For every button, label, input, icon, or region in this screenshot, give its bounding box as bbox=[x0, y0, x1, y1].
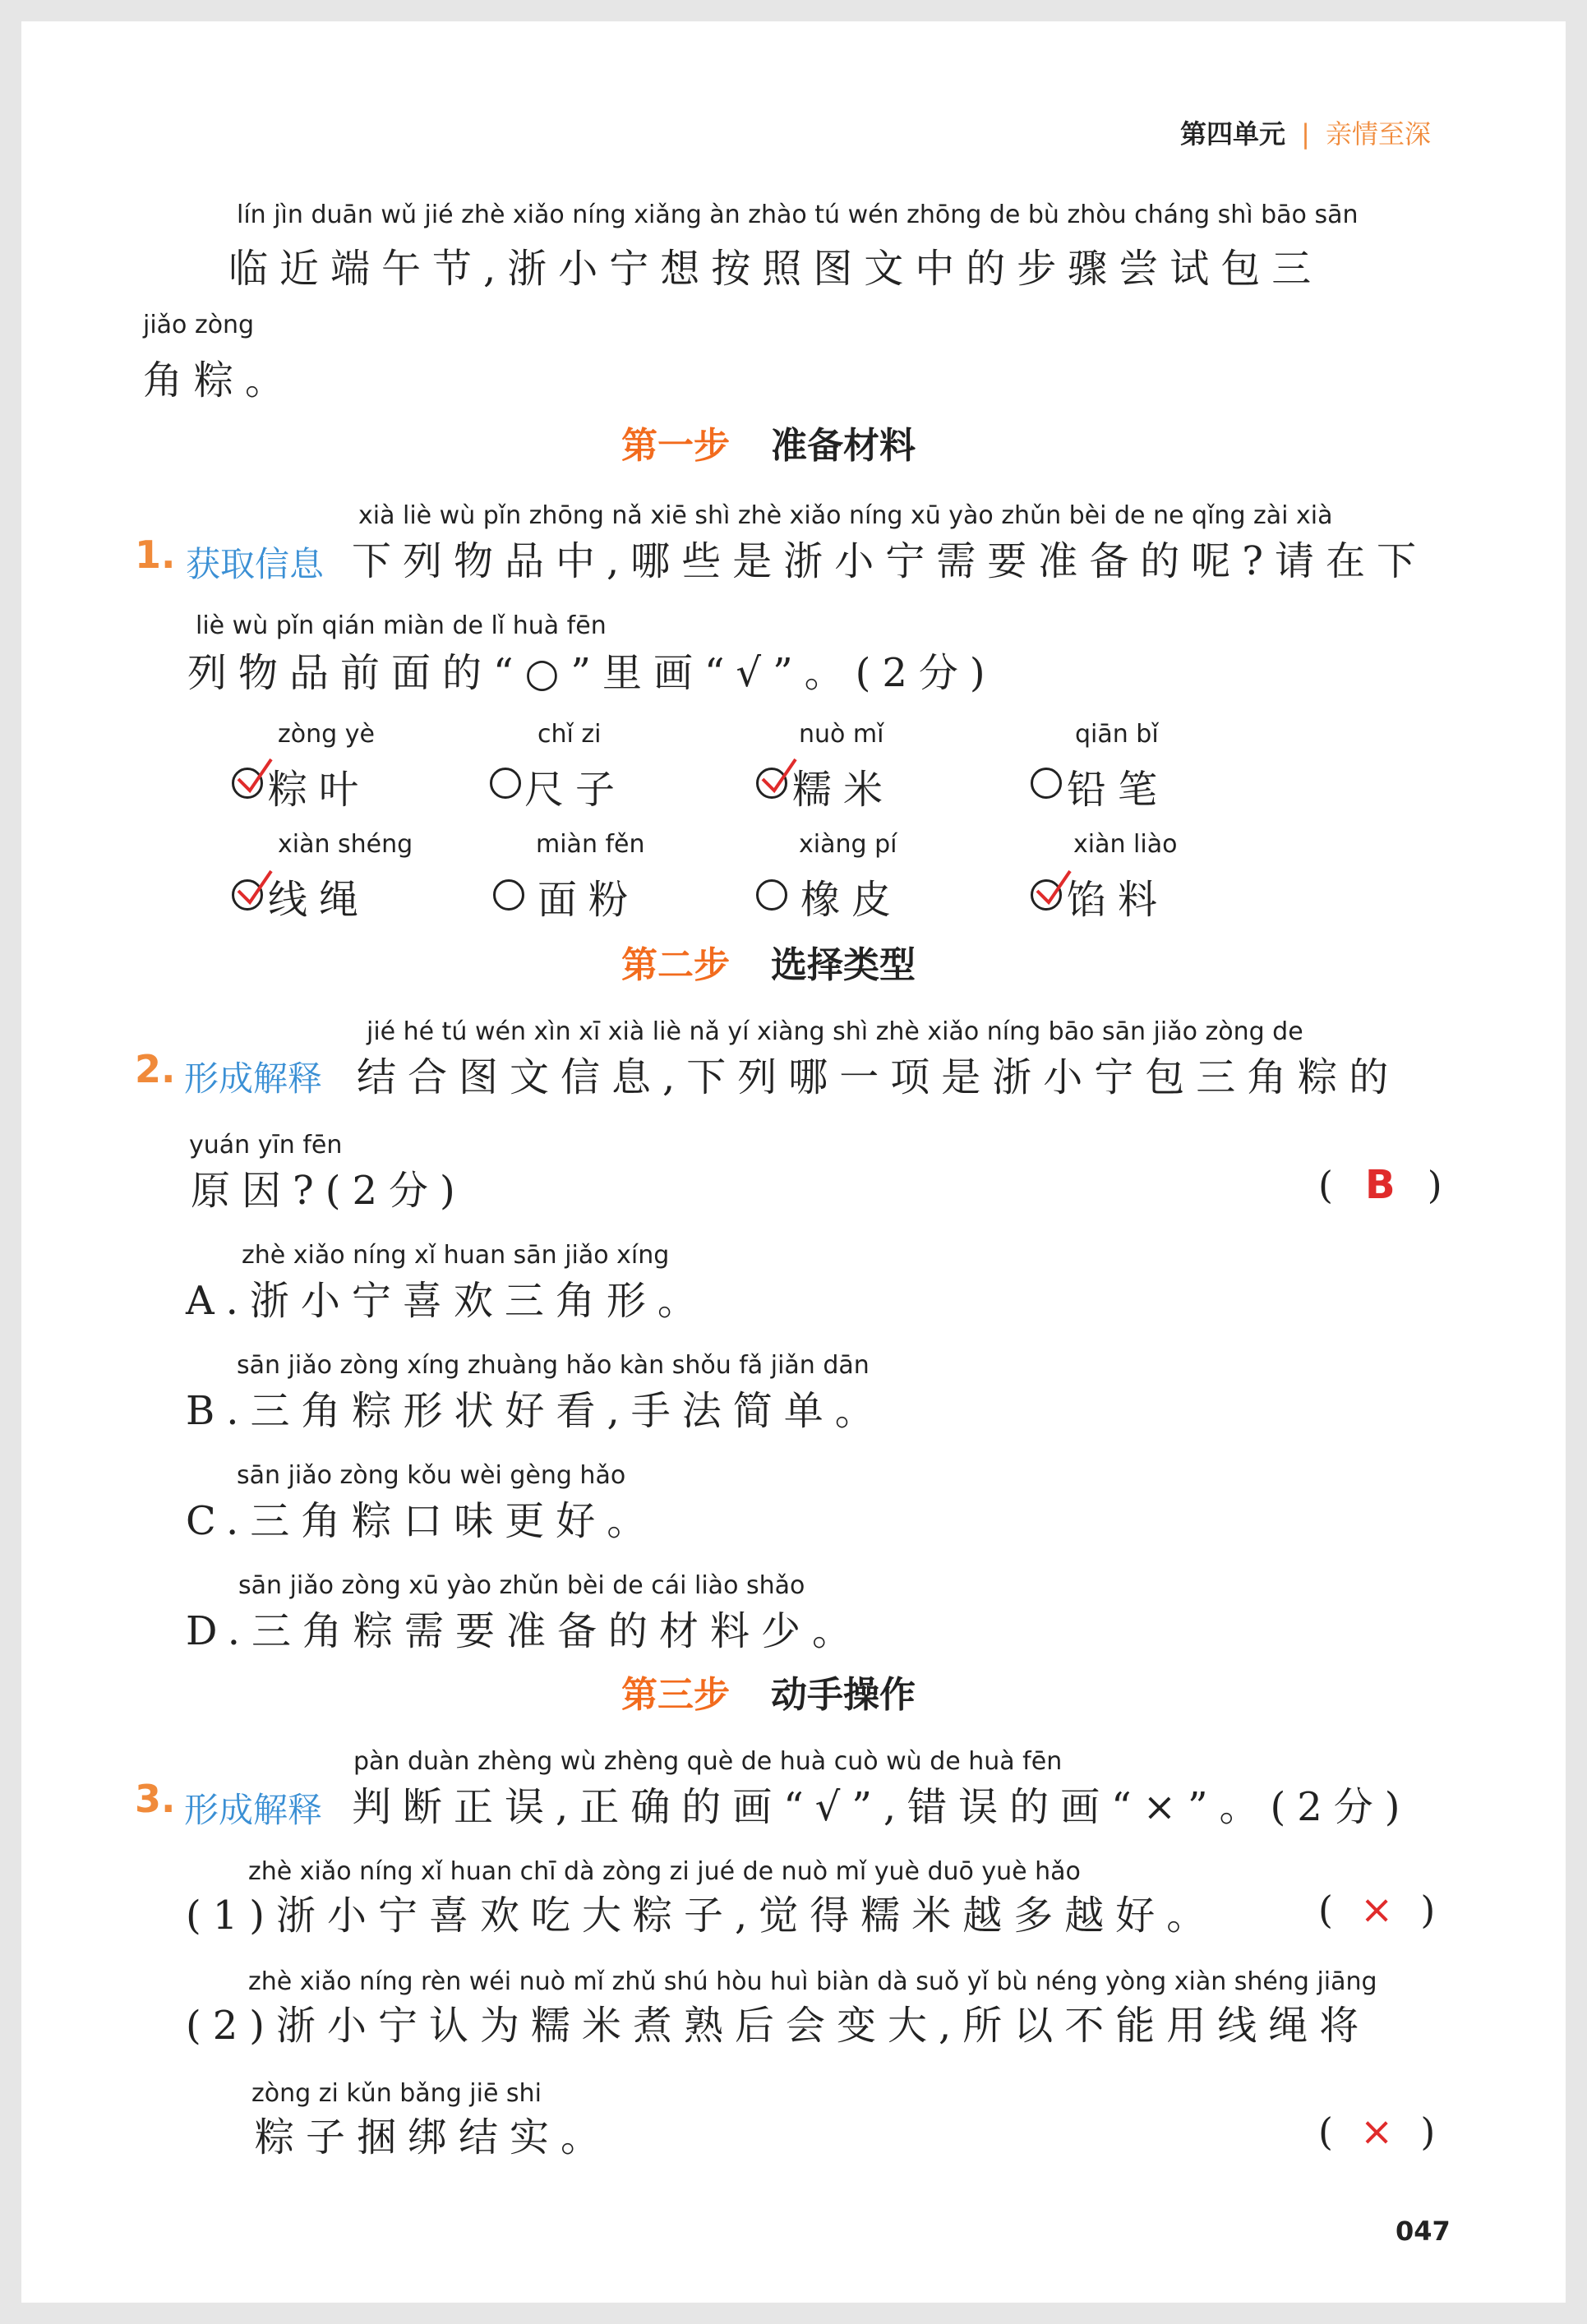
option-text: D.三角粽需要准备的材料少。 bbox=[186, 1608, 864, 1654]
statement-text: (2)浙小宁认为糯米煮熟后会变大,所以不能用线绳将 bbox=[186, 2003, 1371, 2049]
q1-tag: 获取信息 bbox=[186, 544, 325, 584]
unit-theme: 亲情至深 bbox=[1325, 118, 1431, 150]
answer-circle[interactable] bbox=[493, 879, 524, 911]
option-pinyin: sān jiǎo zòng xíng zhuàng hǎo kàn shǒu fǎ jiǎn dān bbox=[237, 1351, 870, 1380]
q2-pinyin-2: yuán yīn fēn bbox=[189, 1131, 343, 1160]
item-pinyin: chǐ zi bbox=[537, 720, 602, 749]
option-pinyin: zhè xiǎo níng xǐ huan sān jiǎo xíng bbox=[242, 1241, 670, 1270]
item-pinyin: miàn fěn bbox=[536, 830, 645, 859]
statement-pinyin-2: zòng zi kǔn bǎng jiē shi bbox=[251, 2079, 542, 2108]
item-text: 铅笔 bbox=[1067, 767, 1169, 813]
item-pinyin: xiàng pí bbox=[799, 830, 897, 859]
item-pinyin: qiān bǐ bbox=[1075, 720, 1159, 749]
q3-tag: 形成解释 bbox=[184, 1790, 323, 1830]
q3-number: 3. bbox=[135, 1777, 176, 1821]
paren-close: ) bbox=[1420, 1888, 1436, 1932]
item-pinyin: nuò mǐ bbox=[799, 720, 884, 749]
intro-text-1: 临近端午节,浙小宁想按照图文中的步骤尝试包三 bbox=[228, 246, 1323, 292]
q2-text-1: 结合图文信息,下列哪一项是浙小宁包三角粽的 bbox=[357, 1054, 1400, 1100]
paren-open: ( bbox=[1318, 1888, 1333, 1932]
step2-number: 第二步 bbox=[621, 944, 730, 986]
item-text: 线绳 bbox=[268, 877, 371, 923]
step2-name: 选择类型 bbox=[771, 944, 916, 986]
answer-circle[interactable] bbox=[490, 768, 521, 799]
option-text: B.三角粽形状好看,手法简单。 bbox=[186, 1388, 886, 1434]
option-pinyin: sān jiǎo zòng xū yào zhǔn bèi de cái liào shǎo bbox=[238, 1571, 805, 1600]
option-pinyin: sān jiǎo zòng kǒu wèi gèng hǎo bbox=[237, 1461, 626, 1490]
option-text: C.三角粽口味更好。 bbox=[186, 1498, 658, 1544]
q3-answer-box-1[interactable] bbox=[1318, 1887, 1435, 1933]
item-text: 尺子 bbox=[524, 767, 627, 813]
item-text: 橡皮 bbox=[800, 877, 903, 923]
cross-mark-icon: × bbox=[1360, 1887, 1394, 1933]
statement-text-2: 粽子捆绑结实。 bbox=[255, 2114, 612, 2160]
page-number: 047 bbox=[1396, 2216, 1451, 2247]
step3-number: 第三步 bbox=[621, 1674, 730, 1716]
step1-number: 第一步 bbox=[621, 425, 730, 467]
item-pinyin: xiàn shéng bbox=[278, 830, 413, 859]
item-text: 糯米 bbox=[792, 767, 895, 813]
step1-heading bbox=[621, 416, 916, 468]
item-pinyin: xiàn liào bbox=[1073, 830, 1178, 859]
q1-pinyin-1: xià liè wù pǐn zhōng nǎ xiē shì zhè xiǎo níng xū yào zhǔn bèi de ne qǐng zài xià bbox=[358, 501, 1333, 530]
step2-heading bbox=[621, 935, 916, 988]
step3-name: 动手操作 bbox=[771, 1674, 916, 1716]
q1-text-2: 列物品前面的“○”里画“√”。(2分) bbox=[187, 650, 997, 696]
paren-close: ) bbox=[1427, 1163, 1442, 1207]
q3-text-1: 判断正误,正确的画“√”,错误的画“×”。(2分) bbox=[352, 1784, 1412, 1830]
item-text: 面粉 bbox=[537, 877, 640, 923]
header-separator: | bbox=[1301, 118, 1310, 150]
intro-text-2: 角粽。 bbox=[143, 357, 297, 403]
q2-answer: B bbox=[1365, 1162, 1396, 1208]
paren-open: ( bbox=[1318, 1163, 1333, 1207]
statement-pinyin: zhè xiǎo níng rèn wéi nuò mǐ zhǔ shú hòu huì biàn dà suǒ yǐ bù néng yòng xiàn shéng jiāng bbox=[248, 1967, 1377, 1996]
q2-answer-box[interactable] bbox=[1318, 1162, 1442, 1208]
item-text: 粽叶 bbox=[268, 767, 371, 813]
unit-header bbox=[1180, 113, 1431, 151]
q1-pinyin-2: liè wù pǐn qián miàn de lǐ huà fēn bbox=[196, 611, 607, 640]
statement-text: (1)浙小宁喜欢吃大粽子,觉得糯米越多越好。 bbox=[186, 1893, 1218, 1939]
intro-pinyin-2: jiǎo zòng bbox=[143, 311, 255, 339]
statement-pinyin: zhè xiǎo níng xǐ huan chī dà zòng zi jué de nuò mǐ yuè duō yuè hǎo bbox=[248, 1857, 1081, 1886]
step1-name: 准备材料 bbox=[771, 425, 916, 467]
option-text: A.浙小宁喜欢三角形。 bbox=[186, 1278, 708, 1324]
q3-pinyin-1: pàn duàn zhèng wù zhèng què de huà cuò wù de huà fēn bbox=[353, 1747, 1063, 1776]
unit-label: 第四单元 bbox=[1180, 118, 1286, 150]
paren-open: ( bbox=[1318, 2110, 1333, 2154]
item-text: 馅料 bbox=[1067, 877, 1169, 923]
q1-number: 1. bbox=[135, 533, 176, 577]
worksheet-page bbox=[21, 21, 1566, 2303]
intro-pinyin-1: lín jìn duān wǔ jié zhè xiǎo níng xiǎng àn zhào tú wén zhōng de bù zhòu cháng shì bāo sān bbox=[237, 201, 1359, 229]
q1-text-1: 下列物品中,哪些是浙小宁需要准备的呢?请在下 bbox=[352, 538, 1428, 584]
answer-circle[interactable] bbox=[1031, 768, 1062, 799]
q2-text-2: 原因?(2分) bbox=[191, 1168, 467, 1214]
q3-answer-box-2[interactable] bbox=[1318, 2109, 1435, 2155]
step3-heading bbox=[621, 1665, 916, 1718]
cross-mark-icon: × bbox=[1360, 2109, 1394, 2155]
q2-number: 2. bbox=[135, 1047, 176, 1091]
paren-close: ) bbox=[1420, 2110, 1436, 2154]
q2-pinyin-1: jié hé tú wén xìn xī xià liè nǎ yí xiàng shì zhè xiǎo níng bāo sān jiǎo zòng de bbox=[367, 1017, 1303, 1046]
item-pinyin: zòng yè bbox=[278, 720, 375, 749]
answer-circle[interactable] bbox=[756, 879, 787, 911]
q2-tag: 形成解释 bbox=[184, 1058, 323, 1099]
